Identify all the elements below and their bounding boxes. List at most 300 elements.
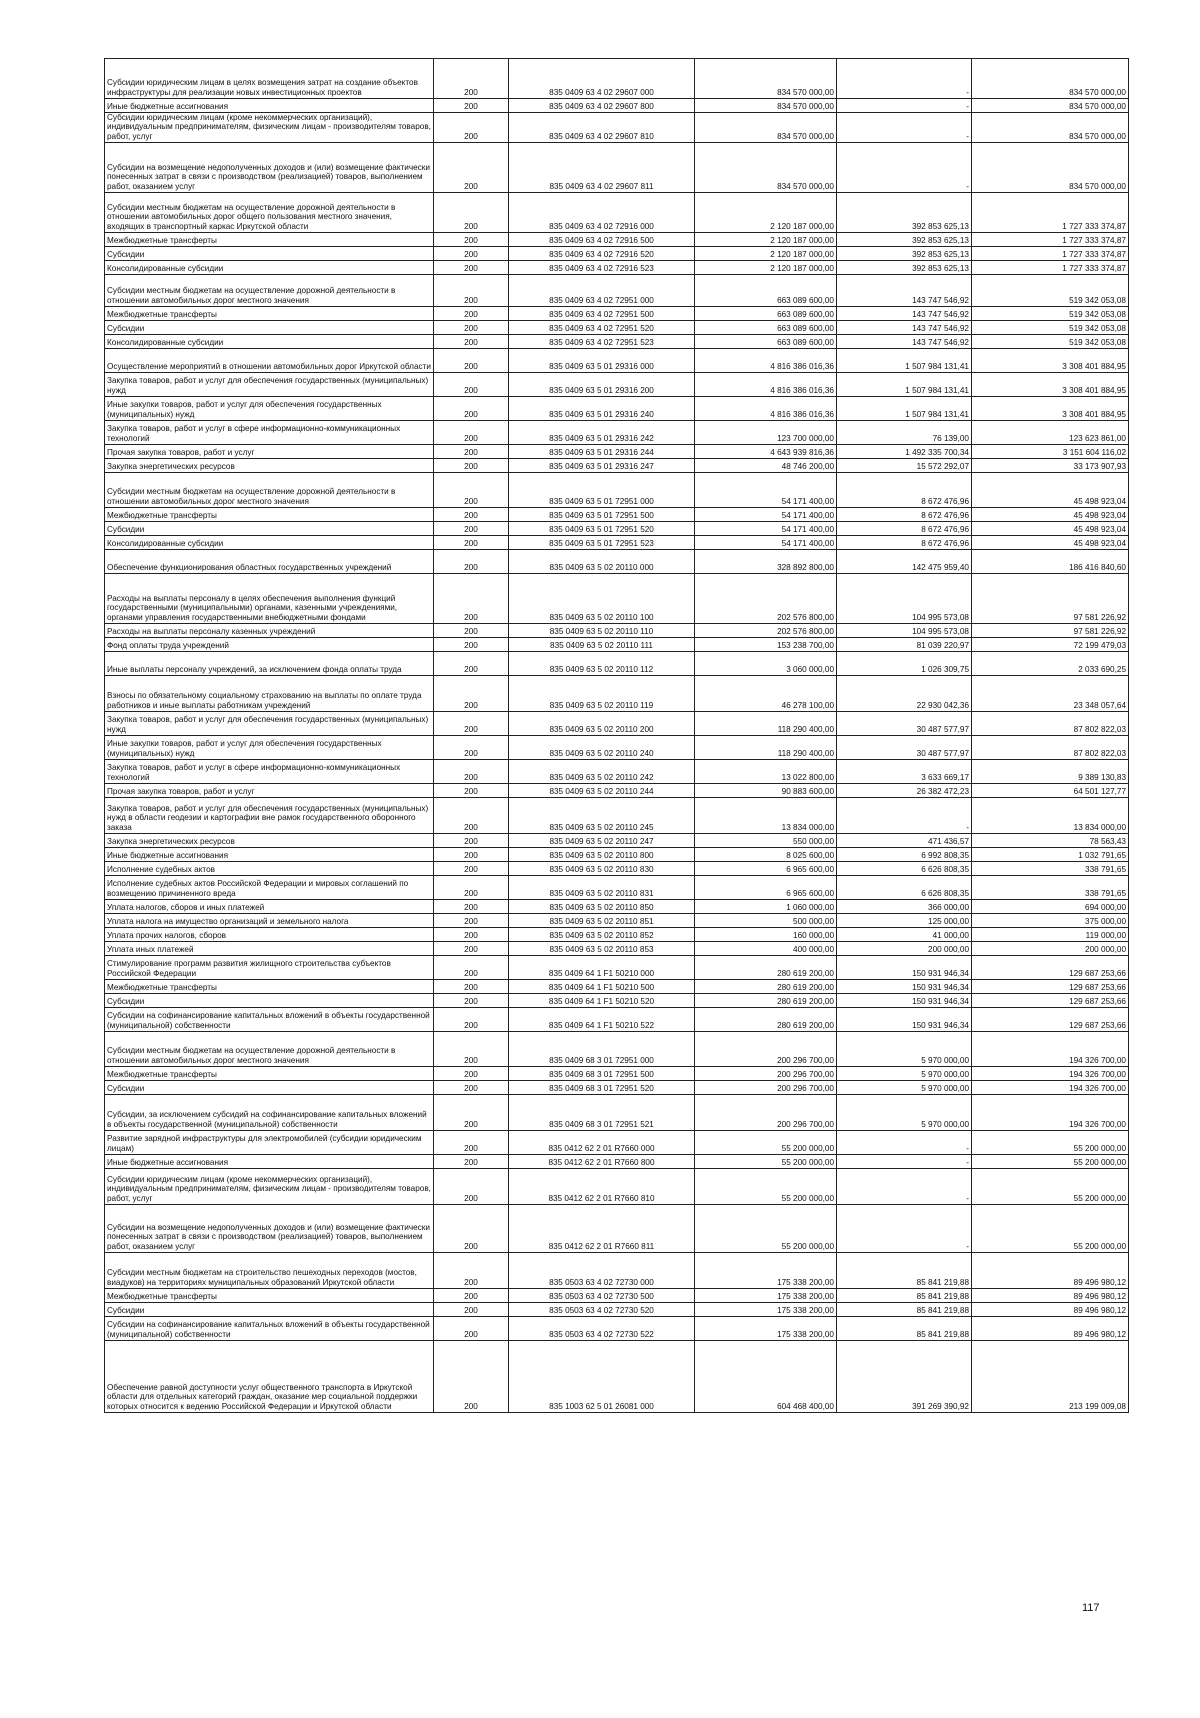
- row-code: 200: [434, 956, 509, 980]
- row-code: 200: [434, 143, 509, 193]
- row-remaining-amount: 129 687 253,66: [972, 956, 1129, 980]
- row-remaining-amount: 1 727 333 374,87: [972, 193, 1129, 233]
- row-executed-amount: 143 747 546,92: [837, 275, 972, 307]
- row-name: Иные выплаты персоналу учреждений, за исключением фонда оплаты труда: [105, 652, 434, 676]
- row-kbk: 835 0409 63 4 02 29607 810: [509, 113, 695, 143]
- row-kbk: 835 0409 64 1 F1 50210 500: [509, 980, 695, 994]
- row-plan-amount: 202 576 800,00: [695, 574, 837, 624]
- table-row: [105, 914, 1129, 928]
- row-name: Межбюджетные трансферты: [105, 980, 434, 994]
- row-name: Субсидии местным бюджетам на осуществление дорожной деятельности в отношении автомобильных дорог общего пользования местного значения, входящих в транспортный каркас Иркутской области: [105, 193, 434, 233]
- table-row: [105, 980, 1129, 994]
- budget-sheet: [104, 58, 1126, 1413]
- table-body: [105, 59, 1129, 1413]
- row-executed-amount: 8 672 476,96: [837, 473, 972, 508]
- row-plan-amount: 175 338 200,00: [695, 1303, 837, 1317]
- row-plan-amount: 160 000,00: [695, 928, 837, 942]
- row-name: Взносы по обязательному социальному страхованию на выплаты по оплате труда работников и иные выплаты работникам учреждений: [105, 676, 434, 712]
- row-remaining-amount: 13 834 000,00: [972, 798, 1129, 834]
- row-name: Расходы на выплаты персоналу казенных учреждений: [105, 624, 434, 638]
- row-kbk: 835 0409 63 5 01 29316 200: [509, 373, 695, 397]
- row-executed-amount: 392 853 625,13: [837, 233, 972, 247]
- row-remaining-amount: 213 199 009,08: [972, 1341, 1129, 1413]
- row-executed-amount: 125 000,00: [837, 914, 972, 928]
- row-kbk: 835 0409 68 3 01 72951 520: [509, 1081, 695, 1095]
- row-remaining-amount: 119 000,00: [972, 928, 1129, 942]
- table-row: [105, 113, 1129, 143]
- row-code: 200: [434, 980, 509, 994]
- row-executed-amount: 5 970 000,00: [837, 1095, 972, 1131]
- table-row: [105, 508, 1129, 522]
- row-remaining-amount: 3 308 401 884,95: [972, 349, 1129, 373]
- table-row: [105, 459, 1129, 473]
- row-plan-amount: 175 338 200,00: [695, 1317, 837, 1341]
- row-name: Закупка товаров, работ и услуг для обеспечения государственных (муниципальных) нужд: [105, 712, 434, 736]
- table-row: [105, 1067, 1129, 1081]
- row-kbk: 835 0412 62 2 01 R7660 810: [509, 1169, 695, 1205]
- row-executed-amount: 150 931 946,34: [837, 994, 972, 1008]
- row-code: 200: [434, 736, 509, 760]
- row-code: 200: [434, 876, 509, 900]
- row-remaining-amount: 87 802 822,03: [972, 712, 1129, 736]
- table-row: [105, 421, 1129, 445]
- row-remaining-amount: 45 498 923,04: [972, 536, 1129, 550]
- row-code: 200: [434, 459, 509, 473]
- row-code: 200: [434, 1317, 509, 1341]
- row-plan-amount: 175 338 200,00: [695, 1253, 837, 1289]
- row-executed-amount: 143 747 546,92: [837, 335, 972, 349]
- row-executed-amount: 85 841 219,88: [837, 1289, 972, 1303]
- row-code: 200: [434, 994, 509, 1008]
- table-row: [105, 550, 1129, 574]
- row-name: Субсидии: [105, 994, 434, 1008]
- row-plan-amount: 8 025 600,00: [695, 848, 837, 862]
- row-name: Закупка энергетических ресурсов: [105, 459, 434, 473]
- row-name: Субсидии местным бюджетам на осуществление дорожной деятельности в отношении автомобильных дорог местного значения: [105, 473, 434, 508]
- row-remaining-amount: 519 342 053,08: [972, 335, 1129, 349]
- row-name: Субсидии местным бюджетам на осуществление дорожной деятельности в отношении автомобильных дорог местного значения: [105, 1032, 434, 1067]
- row-plan-amount: 834 570 000,00: [695, 113, 837, 143]
- row-plan-amount: 13 834 000,00: [695, 798, 837, 834]
- row-code: 200: [434, 275, 509, 307]
- row-kbk: 835 0409 63 4 02 29607 811: [509, 143, 695, 193]
- row-code: 200: [434, 99, 509, 113]
- table-row: [105, 760, 1129, 784]
- row-plan-amount: 200 296 700,00: [695, 1081, 837, 1095]
- row-kbk: 835 0409 68 3 01 72951 500: [509, 1067, 695, 1081]
- row-remaining-amount: 97 581 226,92: [972, 624, 1129, 638]
- row-code: 200: [434, 522, 509, 536]
- row-plan-amount: 200 296 700,00: [695, 1095, 837, 1131]
- row-code: 200: [434, 914, 509, 928]
- row-code: 200: [434, 1169, 509, 1205]
- row-kbk: 835 0409 63 5 01 29316 240: [509, 397, 695, 421]
- row-executed-amount: -: [837, 143, 972, 193]
- row-name: Уплата иных платежей: [105, 942, 434, 956]
- row-name: Субсидии юридическим лицам (кроме некоммерческих организаций), индивидуальным предпринимателям, физическим лицам - производителям товаров, работ, услуг: [105, 113, 434, 143]
- row-executed-amount: 8 672 476,96: [837, 536, 972, 550]
- row-plan-amount: 500 000,00: [695, 914, 837, 928]
- row-kbk: 835 0409 64 1 F1 50210 000: [509, 956, 695, 980]
- table-row: [105, 712, 1129, 736]
- row-name: Субсидии: [105, 1303, 434, 1317]
- row-plan-amount: 400 000,00: [695, 942, 837, 956]
- row-kbk: 835 0409 63 4 02 72916 500: [509, 233, 695, 247]
- row-remaining-amount: 123 623 861,00: [972, 421, 1129, 445]
- row-kbk: 835 0409 63 5 02 20110 853: [509, 942, 695, 956]
- table-row: [105, 275, 1129, 307]
- table-row: [105, 574, 1129, 624]
- row-name: Консолидированные субсидии: [105, 335, 434, 349]
- row-remaining-amount: 89 496 980,12: [972, 1289, 1129, 1303]
- row-remaining-amount: 194 326 700,00: [972, 1067, 1129, 1081]
- row-kbk: 835 0409 63 4 02 29607 000: [509, 59, 695, 99]
- row-code: 200: [434, 473, 509, 508]
- row-executed-amount: 3 633 669,17: [837, 760, 972, 784]
- row-name: Уплата налогов, сборов и иных платежей: [105, 900, 434, 914]
- row-name: Субсидии: [105, 321, 434, 335]
- row-kbk: 835 0409 63 5 02 20110 244: [509, 784, 695, 798]
- table-row: [105, 522, 1129, 536]
- table-row: [105, 638, 1129, 652]
- row-name: Закупка энергетических ресурсов: [105, 834, 434, 848]
- row-remaining-amount: 9 389 130,83: [972, 760, 1129, 784]
- table-row: [105, 1253, 1129, 1289]
- row-kbk: 835 0409 63 5 02 20110 112: [509, 652, 695, 676]
- row-remaining-amount: 55 200 000,00: [972, 1155, 1129, 1169]
- row-name: Фонд оплаты труда учреждений: [105, 638, 434, 652]
- row-executed-amount: 150 931 946,34: [837, 1008, 972, 1032]
- row-name: Обеспечение равной доступности услуг общественного транспорта в Иркутской области для отдельных категорий граждан, оказание мер социальной поддержки которых относится к ведению Российской Федерации и Иркутской области: [105, 1341, 434, 1413]
- row-code: 200: [434, 928, 509, 942]
- row-kbk: 835 0409 63 5 02 20110 245: [509, 798, 695, 834]
- row-remaining-amount: 519 342 053,08: [972, 307, 1129, 321]
- row-executed-amount: 5 970 000,00: [837, 1032, 972, 1067]
- row-code: 200: [434, 307, 509, 321]
- row-plan-amount: 2 120 187 000,00: [695, 261, 837, 275]
- row-plan-amount: 2 120 187 000,00: [695, 233, 837, 247]
- row-plan-amount: 4 816 386 016,36: [695, 397, 837, 421]
- row-plan-amount: 4 816 386 016,36: [695, 373, 837, 397]
- row-name: Субсидии юридическим лицам (кроме некоммерческих организаций), индивидуальным предпринимателям, физическим лицам - производителям товаров, работ, услуг: [105, 1169, 434, 1205]
- table-row: [105, 321, 1129, 335]
- page-number: 117: [1082, 1602, 1100, 1614]
- row-remaining-amount: 519 342 053,08: [972, 275, 1129, 307]
- row-executed-amount: 104 995 573,08: [837, 624, 972, 638]
- row-remaining-amount: 129 687 253,66: [972, 1008, 1129, 1032]
- row-plan-amount: 54 171 400,00: [695, 536, 837, 550]
- row-executed-amount: 1 507 984 131,41: [837, 373, 972, 397]
- row-plan-amount: 54 171 400,00: [695, 522, 837, 536]
- row-code: 200: [434, 508, 509, 522]
- row-kbk: 835 0409 63 5 01 72951 520: [509, 522, 695, 536]
- row-code: 200: [434, 1155, 509, 1169]
- row-plan-amount: 175 338 200,00: [695, 1289, 837, 1303]
- row-code: 200: [434, 536, 509, 550]
- row-executed-amount: 26 382 472,23: [837, 784, 972, 798]
- row-plan-amount: 550 000,00: [695, 834, 837, 848]
- table-row: [105, 956, 1129, 980]
- row-code: 200: [434, 349, 509, 373]
- table-row: [105, 834, 1129, 848]
- row-kbk: 835 0409 63 5 02 20110 831: [509, 876, 695, 900]
- row-executed-amount: 1 507 984 131,41: [837, 397, 972, 421]
- row-plan-amount: 280 619 200,00: [695, 1008, 837, 1032]
- row-code: 200: [434, 652, 509, 676]
- table-row: [105, 247, 1129, 261]
- table-row: [105, 193, 1129, 233]
- row-name: Консолидированные субсидии: [105, 536, 434, 550]
- row-code: 200: [434, 1032, 509, 1067]
- row-code: 200: [434, 1131, 509, 1155]
- table-row: [105, 1008, 1129, 1032]
- row-remaining-amount: 3 308 401 884,95: [972, 397, 1129, 421]
- table-row: [105, 1289, 1129, 1303]
- row-code: 200: [434, 421, 509, 445]
- row-remaining-amount: 72 199 479,03: [972, 638, 1129, 652]
- table-row: [105, 1205, 1129, 1253]
- row-remaining-amount: 1 727 333 374,87: [972, 233, 1129, 247]
- table-row: [105, 1341, 1129, 1413]
- row-remaining-amount: 23 348 057,64: [972, 676, 1129, 712]
- row-executed-amount: 1 026 309,75: [837, 652, 972, 676]
- row-code: 200: [434, 1008, 509, 1032]
- row-name: Межбюджетные трансферты: [105, 1067, 434, 1081]
- row-executed-amount: -: [837, 798, 972, 834]
- row-code: 200: [434, 397, 509, 421]
- row-executed-amount: 76 139,00: [837, 421, 972, 445]
- row-remaining-amount: 45 498 923,04: [972, 473, 1129, 508]
- row-remaining-amount: 1 727 333 374,87: [972, 247, 1129, 261]
- table-row: [105, 143, 1129, 193]
- row-executed-amount: 85 841 219,88: [837, 1303, 972, 1317]
- row-remaining-amount: 89 496 980,12: [972, 1303, 1129, 1317]
- table-row: [105, 59, 1129, 99]
- row-executed-amount: 1 492 335 700,34: [837, 445, 972, 459]
- row-kbk: 835 0409 63 5 01 72951 500: [509, 508, 695, 522]
- row-name: Исполнение судебных актов Российской Федерации и мировых соглашений по возмещению причиненного вреда: [105, 876, 434, 900]
- row-code: 200: [434, 1303, 509, 1317]
- row-name: Уплата налога на имущество организаций и земельного налога: [105, 914, 434, 928]
- row-executed-amount: 143 747 546,92: [837, 321, 972, 335]
- row-kbk: 835 0409 63 5 01 72951 000: [509, 473, 695, 508]
- row-name: Осуществление мероприятий в отношении автомобильных дорог Иркутской области: [105, 349, 434, 373]
- row-remaining-amount: 834 570 000,00: [972, 99, 1129, 113]
- row-executed-amount: 22 930 042,36: [837, 676, 972, 712]
- row-executed-amount: 366 000,00: [837, 900, 972, 914]
- table-row: [105, 1032, 1129, 1067]
- row-remaining-amount: 1 032 791,65: [972, 848, 1129, 862]
- row-name: Субсидии местным бюджетам на осуществление дорожной деятельности в отношении автомобильных дорог местного значения: [105, 275, 434, 307]
- row-code: 200: [434, 1067, 509, 1081]
- row-plan-amount: 280 619 200,00: [695, 994, 837, 1008]
- row-executed-amount: 85 841 219,88: [837, 1253, 972, 1289]
- row-code: 200: [434, 900, 509, 914]
- row-code: 200: [434, 784, 509, 798]
- table-row: [105, 848, 1129, 862]
- row-remaining-amount: 45 498 923,04: [972, 522, 1129, 536]
- row-kbk: 835 0409 63 5 01 29316 247: [509, 459, 695, 473]
- row-executed-amount: 6 626 808,35: [837, 876, 972, 900]
- table-row: [105, 307, 1129, 321]
- row-kbk: 835 1003 62 5 01 26081 000: [509, 1341, 695, 1413]
- row-code: 200: [434, 113, 509, 143]
- row-kbk: 835 0409 63 4 02 72916 520: [509, 247, 695, 261]
- row-executed-amount: 30 487 577,97: [837, 712, 972, 736]
- row-executed-amount: 200 000,00: [837, 942, 972, 956]
- row-code: 200: [434, 247, 509, 261]
- row-plan-amount: 663 089 600,00: [695, 335, 837, 349]
- row-code: 200: [434, 862, 509, 876]
- row-code: 200: [434, 373, 509, 397]
- row-name: Закупка товаров, работ и услуг для обеспечения государственных (муниципальных) нужд: [105, 373, 434, 397]
- row-executed-amount: 392 853 625,13: [837, 261, 972, 275]
- row-remaining-amount: 55 200 000,00: [972, 1205, 1129, 1253]
- row-kbk: 835 0409 63 5 02 20110 242: [509, 760, 695, 784]
- row-code: 200: [434, 574, 509, 624]
- row-kbk: 835 0409 63 5 02 20110 119: [509, 676, 695, 712]
- row-plan-amount: 604 468 400,00: [695, 1341, 837, 1413]
- row-plan-amount: 4 643 939 816,36: [695, 445, 837, 459]
- row-remaining-amount: 3 308 401 884,95: [972, 373, 1129, 397]
- row-executed-amount: -: [837, 1205, 972, 1253]
- row-name: Иные закупки товаров, работ и услуг для обеспечения государственных (муниципальных) нужд: [105, 397, 434, 421]
- row-executed-amount: 1 507 984 131,41: [837, 349, 972, 373]
- table-row: [105, 736, 1129, 760]
- table-row: [105, 1081, 1129, 1095]
- row-kbk: 835 0409 63 5 02 20110 110: [509, 624, 695, 638]
- row-plan-amount: 90 883 600,00: [695, 784, 837, 798]
- row-code: 200: [434, 624, 509, 638]
- row-executed-amount: 8 672 476,96: [837, 522, 972, 536]
- row-remaining-amount: 200 000,00: [972, 942, 1129, 956]
- row-executed-amount: 85 841 219,88: [837, 1317, 972, 1341]
- row-code: 200: [434, 233, 509, 247]
- row-plan-amount: 55 200 000,00: [695, 1169, 837, 1205]
- row-executed-amount: 81 039 220,97: [837, 638, 972, 652]
- row-remaining-amount: 129 687 253,66: [972, 980, 1129, 994]
- table-row: [105, 798, 1129, 834]
- row-plan-amount: 123 700 000,00: [695, 421, 837, 445]
- row-plan-amount: 54 171 400,00: [695, 508, 837, 522]
- row-name: Субсидии на софинансирование капитальных вложений в объекты государственной (муниципальной) собственности: [105, 1008, 434, 1032]
- row-kbk: 835 0409 63 5 01 29316 244: [509, 445, 695, 459]
- row-remaining-amount: 694 000,00: [972, 900, 1129, 914]
- row-plan-amount: 200 296 700,00: [695, 1032, 837, 1067]
- row-code: 200: [434, 638, 509, 652]
- row-name: Субсидии местным бюджетам на строительство пешеходных переходов (мостов, виадуков) на территориях муниципальных образований Иркутской области: [105, 1253, 434, 1289]
- row-executed-amount: -: [837, 113, 972, 143]
- row-name: Обеспечение функционирования областных государственных учреждений: [105, 550, 434, 574]
- row-executed-amount: 41 000,00: [837, 928, 972, 942]
- row-code: 200: [434, 676, 509, 712]
- row-executed-amount: -: [837, 1155, 972, 1169]
- table-row: [105, 652, 1129, 676]
- row-kbk: 835 0409 63 4 02 72951 520: [509, 321, 695, 335]
- row-plan-amount: 663 089 600,00: [695, 321, 837, 335]
- row-name: Исполнение судебных актов: [105, 862, 434, 876]
- row-kbk: 835 0409 68 3 01 72951 000: [509, 1032, 695, 1067]
- table-row: [105, 536, 1129, 550]
- table-row: [105, 1169, 1129, 1205]
- row-kbk: 835 0409 63 5 02 20110 200: [509, 712, 695, 736]
- row-plan-amount: 663 089 600,00: [695, 307, 837, 321]
- row-remaining-amount: 55 200 000,00: [972, 1169, 1129, 1205]
- row-code: 200: [434, 712, 509, 736]
- row-remaining-amount: 834 570 000,00: [972, 59, 1129, 99]
- row-remaining-amount: 89 496 980,12: [972, 1317, 1129, 1341]
- row-plan-amount: 118 290 400,00: [695, 712, 837, 736]
- row-name: Субсидии: [105, 1081, 434, 1095]
- row-code: 200: [434, 834, 509, 848]
- row-kbk: 835 0409 63 4 02 72951 523: [509, 335, 695, 349]
- row-plan-amount: 54 171 400,00: [695, 473, 837, 508]
- row-code: 200: [434, 1289, 509, 1303]
- row-remaining-amount: 2 033 690,25: [972, 652, 1129, 676]
- row-code: 200: [434, 798, 509, 834]
- row-remaining-amount: 1 727 333 374,87: [972, 261, 1129, 275]
- row-plan-amount: 834 570 000,00: [695, 99, 837, 113]
- row-name: Межбюджетные трансферты: [105, 1289, 434, 1303]
- budget-execution-table: [104, 58, 1129, 1413]
- row-kbk: 835 0409 63 5 02 20110 852: [509, 928, 695, 942]
- row-code: 200: [434, 1081, 509, 1095]
- table-row: [105, 233, 1129, 247]
- row-kbk: 835 0409 63 4 02 72951 500: [509, 307, 695, 321]
- row-remaining-amount: 129 687 253,66: [972, 994, 1129, 1008]
- row-name: Иные бюджетные ассигнования: [105, 99, 434, 113]
- row-remaining-amount: 78 563,43: [972, 834, 1129, 848]
- row-code: 200: [434, 59, 509, 99]
- row-remaining-amount: 834 570 000,00: [972, 113, 1129, 143]
- table-row: [105, 335, 1129, 349]
- row-plan-amount: 663 089 600,00: [695, 275, 837, 307]
- row-name: Иные бюджетные ассигнования: [105, 848, 434, 862]
- row-kbk: 835 0409 63 5 02 20110 000: [509, 550, 695, 574]
- row-executed-amount: 6 626 808,35: [837, 862, 972, 876]
- row-executed-amount: 104 995 573,08: [837, 574, 972, 624]
- row-kbk: 835 0503 63 4 02 72730 500: [509, 1289, 695, 1303]
- table-row: [105, 994, 1129, 1008]
- row-name: Субсидии, за исключением субсидий на софинансирование капитальных вложений в объекты государственной (муниципальной) собственности: [105, 1095, 434, 1131]
- row-plan-amount: 118 290 400,00: [695, 736, 837, 760]
- row-plan-amount: 55 200 000,00: [695, 1205, 837, 1253]
- row-name: Межбюджетные трансферты: [105, 307, 434, 321]
- row-code: 200: [434, 335, 509, 349]
- table-row: [105, 261, 1129, 275]
- row-remaining-amount: 64 501 127,77: [972, 784, 1129, 798]
- row-kbk: 835 0503 63 4 02 72730 520: [509, 1303, 695, 1317]
- row-kbk: 835 0503 63 4 02 72730 000: [509, 1253, 695, 1289]
- row-remaining-amount: 338 791,65: [972, 876, 1129, 900]
- row-kbk: 835 0409 63 5 02 20110 247: [509, 834, 695, 848]
- row-code: 200: [434, 193, 509, 233]
- row-kbk: 835 0409 63 4 02 72916 523: [509, 261, 695, 275]
- row-name: Закупка товаров, работ и услуг в сфере информационно-коммуникационных технологий: [105, 421, 434, 445]
- row-name: Закупка товаров, работ и услуг в сфере информационно-коммуникационных технологий: [105, 760, 434, 784]
- row-code: 200: [434, 848, 509, 862]
- row-executed-amount: 15 572 292,07: [837, 459, 972, 473]
- row-remaining-amount: 186 416 840,60: [972, 550, 1129, 574]
- row-plan-amount: 153 238 700,00: [695, 638, 837, 652]
- table-row: [105, 900, 1129, 914]
- row-kbk: 835 0409 64 1 F1 50210 520: [509, 994, 695, 1008]
- row-executed-amount: -: [837, 1169, 972, 1205]
- row-kbk: 835 0412 62 2 01 R7660 000: [509, 1131, 695, 1155]
- row-code: 200: [434, 942, 509, 956]
- table-row: [105, 349, 1129, 373]
- row-kbk: 835 0409 63 5 01 29316 000: [509, 349, 695, 373]
